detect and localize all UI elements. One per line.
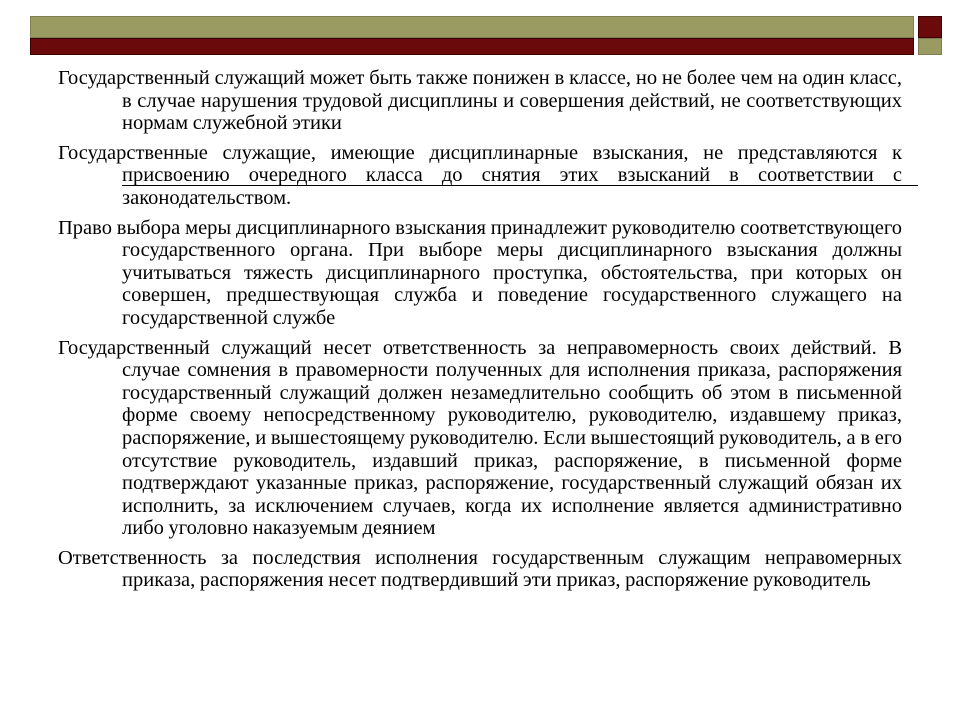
slide-body — [58, 67, 902, 599]
horizontal-divider-line — [122, 185, 918, 186]
paragraph-demotion: Государственный служащий может быть также понижен в классе, но не более чем на один класс, в случае нарушения трудовой дисциплины и совершения действий, не соответствующих нормам служебной этики — [58, 67, 902, 135]
paragraph-responsibility: Государственный служащий несет ответственность за неправомерность своих действий. В случае сомнения в правомерности полученных для исполнения приказа, распоряжения государственный служащий должен незамедлительно сообщить об этом в письменной форме своему непосредственному руководителю, руководителю, издавшему приказ, распоряжение, и вышестоящему руководителю. Если вышестоящий руководитель, а в его отсутствие руководитель, издавший приказ, распоряжение, в письменной форме подтверждают указанные приказ, распоряжение, государственный служащий обязан их исполнить, за исключением случаев, когда их исполнение является административно либо уголовно наказуемым деянием — [58, 336, 902, 540]
paragraph-choice-of-penalty: Право выбора меры дисциплинарного взыскания принадлежит руководителю соответствующего государственного органа. При выборе меры дисциплинарного взыскания должны учитываться тяжесть дисциплинарного проступка, обстоятельства, при которых он совершен, предшествующая служба и поведение государственного служащего на государственной службе — [58, 216, 902, 329]
header-band-olive — [30, 16, 914, 38]
corner-square-maroon — [918, 16, 942, 38]
header-band-maroon — [30, 38, 914, 55]
paragraph-consequences: Ответственность за последствия исполнения государственным служащим неправомерных приказа, распоряжения несет подтвердивший эти приказ, распоряжение руководитель — [58, 546, 902, 592]
paragraph-class-restriction: Государственные служащие, имеющие дисциплинарные взыскания, не представляются к присвоению очередного класса до снятия этих взысканий в соответствии с законодательством. — [58, 141, 902, 209]
corner-square-olive — [918, 38, 942, 55]
